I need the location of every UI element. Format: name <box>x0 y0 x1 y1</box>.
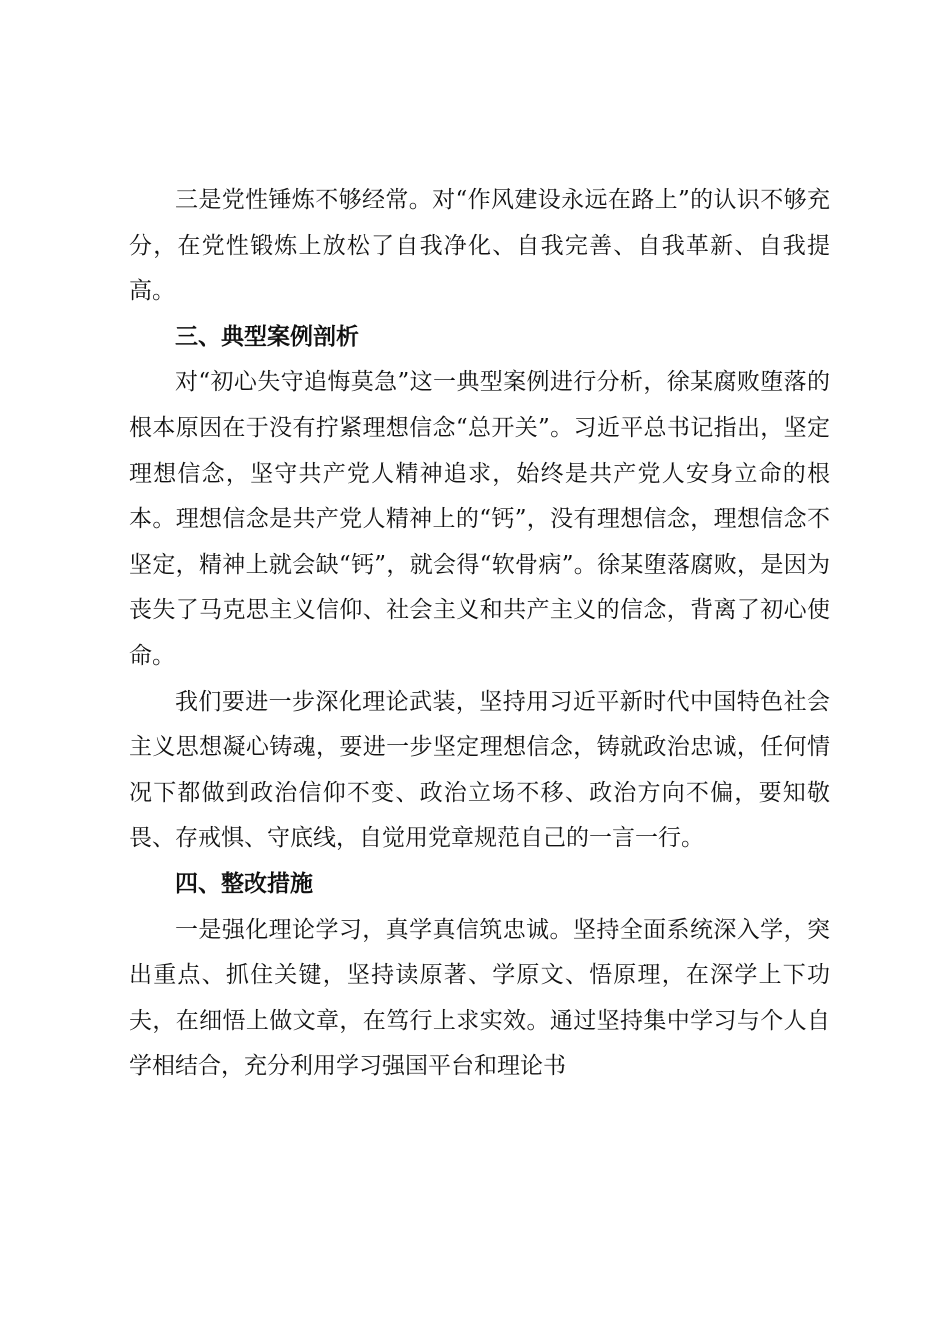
section-heading-rectification: 四、整改措施 <box>175 870 313 897</box>
paragraph-case-analysis: 对“初心失守追悔莫急”这一典型案例进行分析，徐某腐败堕落的根本原因在于没有拧紧理想信念“总开关”。习近平总书记指出，坚定理想信念，坚守共产党人精神追求，始终是共产党人安身立命的根本。理想信念是共产党人精神上的“钙”，没有理想信念，理想信念不坚定，精神上就会缺“钙”，就会得“软骨病”。徐某堕落腐败，是因为丧失了马克思主义信仰、社会主义和共产主义的信念，背离了初心使命。 <box>129 369 830 669</box>
document-body <box>129 178 830 1090</box>
paragraph-theory-armament: 我们要进一步深化理论武装，坚持用习近平新时代中国特色社会主义思想凝心铸魂，要进一步坚定理想信念，铸就政治忠诚，任何情况下都做到政治信仰不变、政治立场不移、政治方向不偏，要知敬畏、存戒惧、守底线，自觉用党章规范自己的一言一行。 <box>129 688 830 852</box>
paragraph-theory-study: 一是强化理论学习，真学真信筑忠诚。坚持全面系统深入学，突出重点、抓住关键，坚持读原著、学原文、悟原理，在深学上下功夫，在细悟上做文章，在笃行上求实效。通过坚持集中学习与个人自学相结合，充分利用学习强国平台和理论书 <box>129 916 830 1080</box>
section-heading-case-analysis: 三、典型案例剖析 <box>175 323 359 350</box>
paragraph-party-spirit: 三是党性锤炼不够经常。对“作风建设永远在路上”的认识不够充分，在党性锻炼上放松了自我净化、自我完善、自我革新、自我提高。 <box>129 187 830 305</box>
